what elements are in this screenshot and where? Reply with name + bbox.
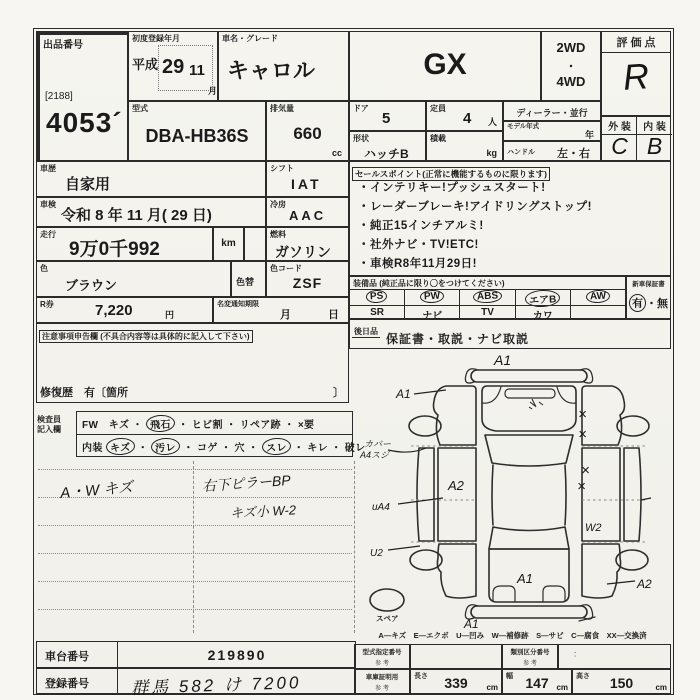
length-unit: cm	[486, 683, 498, 692]
chassis-number-label: 車台番号	[45, 651, 89, 663]
dealer-box	[503, 101, 601, 121]
capacity-value: 4	[463, 110, 472, 127]
shape-box	[349, 131, 426, 161]
name-change-box	[213, 297, 349, 323]
car-damage-diagram	[354, 349, 671, 629]
warranty-label: 新車保証書	[632, 281, 665, 288]
mark-left-door: A2	[448, 478, 464, 493]
model-year-unit: 年	[584, 130, 594, 140]
circle-annotation: スレ	[261, 437, 291, 455]
mark-x-3: ×	[581, 462, 590, 479]
registration-divider	[117, 669, 118, 693]
warranty-value: 有 ・無	[627, 294, 670, 312]
width-value: 147	[525, 675, 549, 691]
dealer-label: ディーラー・並行	[516, 108, 588, 118]
shape-value: ハッチB	[364, 147, 409, 161]
inspector-interior-row: 内装 キズ ・ 汚レ ・ コゲ ・ 穴 ・ スレ ・ キレ ・ 破レ	[82, 438, 352, 455]
later-items-label: 後日品	[354, 327, 378, 336]
type-designation-sub: 参 考	[375, 661, 389, 667]
drive-2wd: 2WD	[556, 40, 586, 55]
height-box	[572, 669, 671, 694]
circle-annotation: 汚レ	[151, 437, 181, 455]
color-change-box	[231, 261, 266, 297]
equip-aw: AW	[586, 289, 611, 303]
registration-number-label: 登録番号	[45, 678, 89, 690]
exterior-label: 外 装	[602, 118, 637, 135]
note-ruling-line	[38, 469, 352, 470]
displacement-unit: cc	[331, 148, 342, 158]
doors-box	[349, 101, 426, 131]
sales-points-box	[349, 161, 671, 276]
note-ruling-line	[38, 525, 352, 526]
registration-number-value: 群馬 582 け 7200	[130, 673, 302, 698]
class-number-mark: ：	[573, 649, 583, 659]
later-items-box	[349, 319, 671, 349]
mark-left-rear: U2	[370, 548, 383, 559]
doors-label: ドア	[353, 104, 369, 113]
class-number-label: 類別区分番号	[510, 649, 550, 656]
height-value: 150	[609, 675, 634, 691]
mileage-label: 走行	[40, 230, 56, 239]
color-code-label: 色コード	[270, 264, 302, 273]
repair-history-close: 〕	[333, 387, 344, 399]
load-unit: kg	[486, 148, 497, 158]
fuel-label: 燃料	[270, 230, 286, 239]
mark-left-fender: A1	[396, 387, 411, 401]
capacity-box	[426, 101, 503, 131]
inspector-label: 検査員 記入欄	[37, 415, 61, 434]
capacity-label: 定員	[430, 104, 446, 113]
interior-label: 内 装	[637, 118, 672, 135]
mileage-box	[36, 227, 213, 261]
note-ruling-line	[38, 553, 352, 554]
shift-value: IAT	[291, 176, 322, 192]
mark-x-1: ×	[578, 406, 587, 423]
first-registration-label: 初度登録年月	[132, 34, 180, 43]
chassis-number-value: 219890	[207, 647, 267, 663]
note-ruling-line	[38, 609, 352, 610]
first-registration-era: 平成	[132, 57, 159, 72]
equip-tv: TV	[459, 306, 514, 320]
later-items-value: 保証書・取説・ナビ取説	[386, 332, 530, 346]
equip-sr: SR	[370, 307, 385, 318]
r-ticket-label: R券	[40, 300, 54, 309]
equip-abs: ABS	[473, 289, 503, 304]
type-designation-label-box	[354, 644, 410, 669]
grade-value: GX	[423, 48, 467, 81]
equipment-box	[349, 276, 626, 322]
garage-cert-label-box	[354, 669, 410, 694]
mark-x-4: ×	[577, 478, 586, 495]
spare-tire-label: スペア	[376, 614, 399, 623]
color-change-label: 色替	[236, 277, 255, 287]
model-code-label: 型式	[132, 104, 148, 113]
drive-dot: ・	[565, 61, 577, 73]
car-name-box	[218, 31, 349, 101]
load-box	[426, 131, 503, 161]
history-label: 車歴	[40, 164, 56, 173]
name-change-label: 名変通知期限	[217, 301, 259, 308]
drive-4wd: 4WD	[556, 74, 586, 89]
inspector-note-1: A・W キズ	[59, 478, 134, 503]
ac-box	[266, 197, 349, 227]
first-registration-year: 29	[162, 56, 185, 78]
mark-cover-line1: カバー	[364, 439, 392, 449]
sales-point-item: ・社外ナビ・TV!ETC!	[358, 239, 479, 251]
shape-label: 形状	[353, 134, 369, 143]
notice-box	[36, 323, 349, 403]
handle-label: ハンドル	[507, 149, 535, 156]
exterior-interior-box	[601, 116, 671, 161]
note-ruling-line	[38, 581, 352, 582]
height-unit: cm	[655, 683, 667, 692]
model-year-label: モデル年式	[507, 123, 540, 130]
length-value: 339	[444, 675, 468, 691]
inspector-row-divider	[77, 434, 352, 435]
class-number-value-box	[558, 644, 671, 669]
name-change-day: 日	[328, 309, 339, 321]
car-body-outline	[370, 369, 649, 621]
circle-annotation: 飛石	[146, 414, 176, 432]
model-code-box	[128, 101, 266, 161]
mileage-unit-box	[213, 227, 244, 261]
handle-box	[503, 141, 601, 161]
damage-legend: A―キズ E―エクボ U―凹み W―補修跡 S―サビ C―腐食 XX―交換済	[378, 631, 647, 640]
repair-history: 修復歴 有〔箇所	[40, 387, 128, 399]
equip-airbag: エアB	[525, 289, 561, 308]
first-registration-month: 11	[189, 62, 205, 79]
warranty-yes-circled: 有	[629, 294, 647, 313]
notice-label: 注意事項申告欄 (不具合内容等は具体的に記入して下さい)	[39, 330, 253, 343]
mark-left-rocker: uA4	[372, 502, 390, 513]
equip-navi: ナビ	[404, 306, 459, 320]
drive-box	[541, 31, 601, 101]
lot-number-box	[36, 31, 128, 161]
auction-sheet	[33, 28, 674, 698]
equip-kawa: カワ	[515, 306, 570, 320]
history-box	[36, 161, 266, 197]
inspector-fw-row: FW キズ ・ 飛石 ・ ヒビ割 ・ リペア跡 ・ ×要	[82, 415, 352, 432]
sales-points-title: セールスポイント(正常に機能するものに限ります)	[352, 167, 550, 181]
note-column-divider	[193, 461, 194, 633]
width-box	[502, 669, 572, 694]
fuel-value: ガソリン	[275, 244, 331, 260]
color-value: ブラウン	[65, 278, 118, 293]
length-box	[410, 669, 502, 694]
equipment-row-plain	[350, 305, 625, 320]
score-label: 評 価 点	[602, 34, 670, 53]
r-ticket-box	[36, 297, 213, 323]
car-name-label: 車名・グレード	[222, 34, 278, 43]
lot-number-value: 4053´	[46, 107, 123, 138]
mark-x-2: ×	[578, 426, 587, 443]
interior-grade: B	[646, 133, 663, 159]
length-label: 長さ	[414, 673, 428, 680]
displacement-label: 排気量	[270, 104, 294, 113]
height-label: 高さ	[576, 673, 590, 680]
inspector-box	[76, 411, 366, 457]
mark-right-rear: A2	[637, 577, 652, 591]
ac-label: 冷房	[270, 200, 286, 209]
score-value: R	[621, 55, 651, 98]
shift-label: シフト	[270, 164, 294, 173]
load-label: 積載	[430, 134, 446, 143]
type-designation-label: 型式指定番号	[362, 649, 402, 656]
first-registration-box	[128, 31, 218, 101]
inspection-label: 車検	[40, 200, 56, 209]
type-designation-value-box	[410, 644, 502, 669]
lot-number-label: 出品番号	[43, 40, 83, 51]
model-year-box	[503, 121, 601, 141]
shift-box	[266, 161, 349, 197]
class-number-sub: 参 考	[523, 661, 537, 667]
equipment-title: 装備品 (純正品に限り〇をつけてください)	[353, 279, 505, 288]
mark-right-door-w2: W2	[585, 522, 602, 534]
garage-cert-sub: 参 考	[375, 686, 389, 692]
sales-point-item: ・レーダーブレーキ!アイドリングストップ!	[358, 201, 592, 213]
width-label: 幅	[506, 673, 513, 680]
sales-point-item: ・純正15インチアルミ!	[358, 220, 484, 232]
registration-number-box	[36, 668, 356, 698]
inspector-note-3: キズ小 W-2	[229, 502, 297, 521]
mark-rear-bumper: A1	[464, 617, 479, 629]
class-number-label-box	[502, 644, 558, 669]
name-change-month: 月	[280, 309, 291, 321]
chassis-number-box	[36, 641, 356, 668]
doors-value: 5	[382, 110, 391, 127]
warranty-box	[626, 276, 671, 319]
mark-front-bumper: A1	[494, 352, 512, 368]
r-ticket-unit: 円	[165, 310, 175, 320]
inspector-note-2: 右下ピラーBP	[201, 471, 292, 495]
panel-separator-lines	[411, 446, 646, 542]
equip-empty	[570, 306, 625, 320]
color-code-value: ZSF	[292, 275, 323, 291]
mark-cover-line2: A4スジ	[360, 450, 390, 460]
first-registration-month-unit: 月	[208, 86, 218, 96]
lot-code: [2188]	[45, 91, 73, 102]
color-label: 色	[40, 264, 48, 273]
exterior-grade: C	[611, 133, 628, 159]
inspection-value: 令和 8 年 11 月( 29 日)	[61, 207, 212, 224]
annotation-pointer-lines	[388, 390, 651, 584]
equip-ps: PS	[366, 289, 388, 303]
history-value: 自家用	[65, 176, 111, 193]
mileage-spare-box	[244, 227, 266, 261]
sales-point-item: ・車検R8年11月29日!	[358, 258, 477, 270]
width-unit: cm	[556, 683, 568, 692]
displacement-value: 660	[293, 124, 322, 143]
sales-point-item: ・インテリキー!プッシュスタート!	[358, 182, 546, 194]
r-ticket-value: 7,220	[95, 302, 133, 319]
fuel-box	[266, 227, 349, 261]
ac-value: AAC	[289, 208, 327, 223]
sales-points-list	[358, 179, 592, 274]
equipment-row-circled	[350, 289, 625, 305]
color-code-box	[266, 261, 349, 297]
score-box	[601, 31, 671, 116]
garage-cert-label: 車庫証明用	[365, 674, 399, 681]
mark-trunk: A1	[517, 571, 533, 586]
handle-value: 左・右	[557, 148, 590, 160]
capacity-unit: 人	[487, 117, 497, 127]
circle-annotation: キズ	[106, 437, 135, 455]
equip-pw: PW	[420, 289, 445, 303]
mileage-value: 9万0千992	[69, 239, 160, 260]
mileage-unit: km	[221, 238, 236, 249]
model-code-value: DBA-HB36S	[145, 126, 249, 146]
warranty-no: 無	[657, 298, 668, 310]
inspection-box	[36, 197, 266, 227]
grade-box	[349, 31, 541, 101]
displacement-box	[266, 101, 349, 161]
car-name-value: キャロル	[227, 58, 316, 83]
color-box	[36, 261, 231, 297]
